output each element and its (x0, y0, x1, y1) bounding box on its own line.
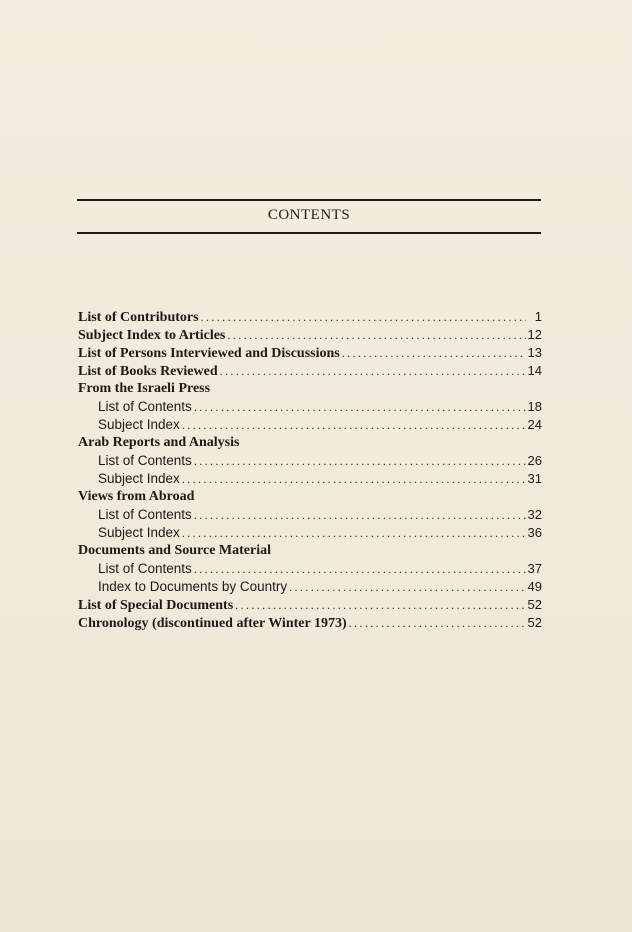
toc-section-label: Views from Abroad (78, 489, 195, 504)
toc-entry-documents-by-country (78, 578, 542, 596)
toc-section-views-from-abroad (78, 488, 542, 506)
toc-section-documents (78, 542, 542, 560)
dot-leader (194, 560, 526, 578)
toc-entry-israeli-press-subject-index (78, 416, 542, 434)
toc-label: Subject Index (98, 471, 180, 486)
dot-leader (182, 524, 526, 542)
toc-entry-chronology (78, 614, 542, 632)
toc-label: List of Books Reviewed (78, 364, 218, 379)
toc-entry-israeli-press-contents (78, 398, 542, 416)
toc-entry-views-contents (78, 506, 542, 524)
toc-page-number: 18 (527, 399, 542, 414)
toc-page-number: 36 (527, 525, 542, 540)
toc-label: List of Contents (98, 453, 192, 468)
toc-entry-special-documents (78, 596, 542, 614)
toc-section-label: From the Israeli Press (78, 381, 211, 396)
bottom-rule (77, 232, 541, 234)
toc-entry-views-subject-index (78, 524, 542, 542)
dot-leader (194, 452, 526, 470)
dot-leader (182, 470, 526, 488)
dot-leader (194, 398, 526, 416)
toc-page-number: 12 (527, 327, 542, 342)
toc-page-number: 13 (527, 345, 542, 360)
toc-label: Chronology (discontinued after Winter 1973) (78, 616, 347, 631)
toc-section-israeli-press (78, 380, 542, 398)
dot-leader (220, 362, 526, 380)
toc-entry-persons-interviewed (78, 344, 542, 362)
toc-page-number: 49 (527, 579, 542, 594)
toc-label: List of Persons Interviewed and Discussions (78, 346, 340, 361)
toc-page-number: 31 (527, 471, 542, 486)
toc-page-number: 37 (527, 561, 542, 576)
toc-page-number: 26 (527, 453, 542, 468)
dot-leader (342, 344, 526, 362)
dot-leader (201, 308, 526, 326)
toc-label: Subject Index to Articles (78, 328, 226, 343)
toc-page-number: 14 (527, 363, 542, 378)
dot-leader (289, 578, 525, 596)
toc-entry-documents-contents (78, 560, 542, 578)
toc-section-label: Arab Reports and Analysis (78, 435, 240, 450)
toc-page-number: 1 (534, 309, 542, 324)
toc-page-number: 32 (527, 507, 542, 522)
toc-entry-subject-index-articles (78, 326, 542, 344)
toc-section-arab-reports (78, 434, 542, 452)
toc-page-number: 52 (527, 615, 542, 630)
dot-leader (349, 614, 526, 632)
toc-label: List of Contents (98, 399, 192, 414)
dot-leader (227, 326, 525, 344)
toc-label: List of Special Documents (78, 598, 234, 613)
dot-leader (182, 416, 526, 434)
toc-page-number: 24 (527, 417, 542, 432)
page-title: CONTENTS (267, 207, 351, 223)
table-of-contents (78, 308, 542, 632)
toc-entry-books-reviewed (78, 362, 542, 380)
toc-entry-arab-reports-contents (78, 452, 542, 470)
toc-entry-arab-reports-subject-index (78, 470, 542, 488)
toc-label: Index to Documents by Country (98, 579, 288, 594)
top-rule (77, 199, 541, 201)
toc-label: List of Contributors (78, 310, 199, 325)
dot-leader (235, 596, 525, 614)
toc-page-number: 52 (527, 597, 542, 612)
dot-leader (194, 506, 526, 524)
toc-label: List of Contents (98, 507, 192, 522)
toc-label: Subject Index (98, 417, 180, 432)
toc-label: Subject Index (98, 525, 180, 540)
toc-entry-contributors (78, 308, 542, 326)
toc-section-label: Documents and Source Material (78, 543, 271, 558)
toc-label: List of Contents (98, 561, 192, 576)
